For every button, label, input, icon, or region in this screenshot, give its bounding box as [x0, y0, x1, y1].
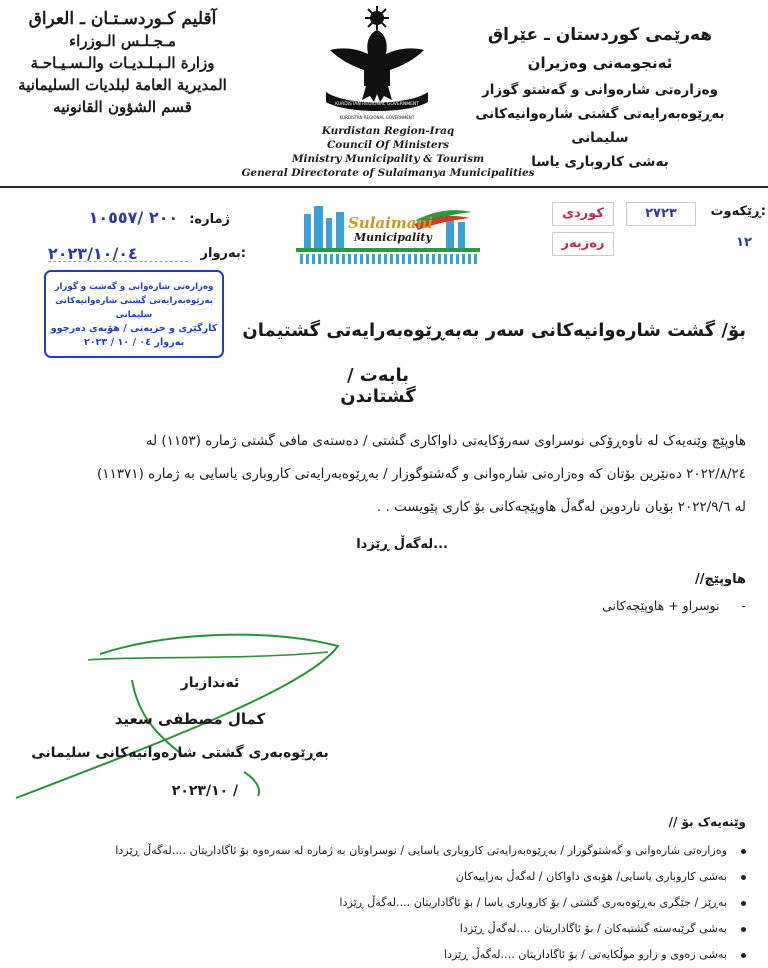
stamp-line: کارگێری و خزیەتی / هۆبەی دەرچوو [50, 323, 218, 334]
header-arabic [10, 8, 235, 118]
stamp-line: وەزارەتی شارەوانی و گەشت و گوزار [54, 282, 214, 292]
ref-date-value: ٢٠٢٣/١٠/٠٤ [48, 244, 138, 263]
attachments-item-text: نوسراو + هاوپێچەکانی [602, 598, 720, 613]
attachments-item [486, 598, 746, 613]
bullet-icon [741, 849, 746, 854]
header-arabic-line: وزارة الـبـلـديـات والـسـيـاحـة [30, 54, 215, 72]
krg-emblem-icon [316, 6, 438, 124]
header-arabic-line: المديرية العامة لبلديات السليمانية [18, 76, 227, 94]
ref-date-row [40, 242, 246, 268]
kurdish-month-number: ١٢ [736, 235, 752, 250]
header-kurdish-line: وەزارەتی شارەوانی و گەشتو گوزار [481, 82, 719, 98]
attachments-dash: - [741, 598, 746, 613]
copies-item-text: بەڕێز / جێگری بەڕێوەبەری گشتی / بۆ کاروباری یاسا / بۆ ئاگاداریتان ....لەگەڵ ڕێزدا [339, 896, 727, 909]
ref-date-label: بەروار: [200, 246, 246, 261]
bullet-icon [741, 953, 746, 958]
emblem-caption-text: KURDISTAN REGIONAL GOVERNMENT [339, 115, 415, 120]
kurdish-month-name: رەزبەر [552, 232, 614, 256]
copies-list-item [6, 838, 746, 864]
header-kurdish-line: هەرێمی کوردستان ـ عێراق [487, 25, 713, 45]
kurdish-date-calendar: کوردی [552, 202, 614, 226]
copies-list-item [6, 864, 746, 890]
body-paragraph-line: هاوپێچ وێنەیەک لە ناوەڕۆکی نوسراوی سەرۆکایەتی داواکاری گشتی / دەستەی مافی گشتی ژمارە (١١٥٣) لە [145, 433, 746, 449]
regards-line: ...لەگەڵ ڕێزدا [356, 537, 448, 552]
copies-item-text: بەشی گرێبەستە گشتیەکان / بۆ ئاگاداریتان ....لەگەڵ ڕێزدا [459, 922, 727, 935]
header-english-line: Kurdistan Region-Iraq [321, 125, 455, 137]
copies-list-item [6, 942, 746, 968]
signature-name: کمال مصطفی سعید [114, 710, 266, 728]
bullet-icon [741, 927, 746, 932]
copies-item-text: بەشی کاروباری یاسایی/ هۆبەی داواکان / لەگەڵ بەراییەکان [455, 870, 727, 883]
header-divider [0, 186, 768, 188]
header-english-line: Council Of Ministers [326, 139, 450, 151]
stamp-line: بەروار ٠٤ / ١٠ / ٢٠٢٣ [83, 337, 185, 348]
stamp-line: بەرێوەبەرایەتی گشتی شارەوانیەکانی سلیمانی [55, 296, 213, 320]
municipality-logo-text: Sulaimani [348, 214, 434, 232]
signature-title: ئەندازیار [180, 675, 240, 691]
official-stamp [44, 270, 224, 358]
body-paragraph [16, 425, 746, 524]
copies-item-text: وەزارەتی شارەوانی و گەشتوگوزار / بەڕێوەبەرایەتی کاروباری یاسایی / نوسراوتان بە ژمارە لە سەرەوە بۆ ئاگاداریتان ....لەگەڵ ڕێزدا [115, 844, 727, 857]
copies-label: وێنەیەک بۆ // [668, 815, 746, 829]
kurdish-date-block [548, 200, 766, 258]
sulaimani-municipality-logo [296, 200, 480, 264]
header-arabic-line: آقليم كـوردسـتـان ـ العراق [28, 9, 217, 29]
bullet-icon [741, 901, 746, 906]
signature-position: بەڕێوەبەری گشتی شارەوانیەکانی سلیمانی [31, 745, 329, 761]
copies-list [6, 838, 746, 968]
signature-date: ٢٠٢٣/١٠ / [171, 783, 239, 799]
header-arabic-line: مـجـلـس الـوزراء [69, 32, 176, 50]
emblem-band-text: KURDISTAN REGIONAL GOVERNMENT [334, 102, 420, 107]
header-kurdish-line: بەڕێوەبەرایەتی گشتی شارەوانیەکانی سلیمانی [475, 106, 725, 146]
header-english [238, 124, 538, 180]
copies-list-item [6, 916, 746, 942]
municipality-logo-subtext: Municipality [354, 231, 432, 244]
header-kurdish-line: بەشی کاروباری یاسا [531, 154, 669, 170]
ref-number-label: ژمارە: [189, 212, 230, 227]
recipient-line: بۆ/ گشت شارەوانیەکانی سەر بەبەڕێوەبەرایەتی گشتیمان [242, 320, 746, 341]
header-english-line: General Directorate of Sulaimanya Municipalities [241, 167, 535, 179]
header-english-line: Ministry Municipality & Tourism [291, 153, 485, 165]
header-kurdish-line: ئەنجومەنی وەزیران [527, 54, 673, 72]
body-paragraph-line: لە ٢٠٢٢/٩/٦ بۆیان ناردوین لەگەڵ هاوپێچەکانی بۆ کاری پێویست . . [376, 499, 746, 515]
kurdish-date-label: ڕێکەوت: [710, 204, 766, 219]
ref-number-row [62, 208, 230, 234]
copies-list-item [6, 890, 746, 916]
kurdish-date-year: ٢٧٢٣ [626, 202, 696, 226]
body-paragraph-line: ٢٠٢٢/٨/٢٤ دەنێرین بۆتان کە وەزارەتی شارەوانی و گەشتوگوزار / بەڕێوەبەرایەتی کاروباری یاسایی بە ژمارە (١١٣٧١) [97, 466, 746, 482]
bullet-icon [741, 875, 746, 880]
attachments-label: هاوپێچ// [694, 572, 746, 587]
subject-line: بابەت / گشتاندن [340, 365, 416, 407]
header-arabic-line: قسم الشؤون القانونيه [53, 98, 192, 116]
ref-number-value: ٢٠٠ /١٠٥٥٧ [88, 208, 179, 227]
copies-item-text: بەشی زەوی و زارو موڵکایەتی / بۆ ئاگاداریتان ....لەگەڵ ڕێزدا [443, 948, 727, 961]
